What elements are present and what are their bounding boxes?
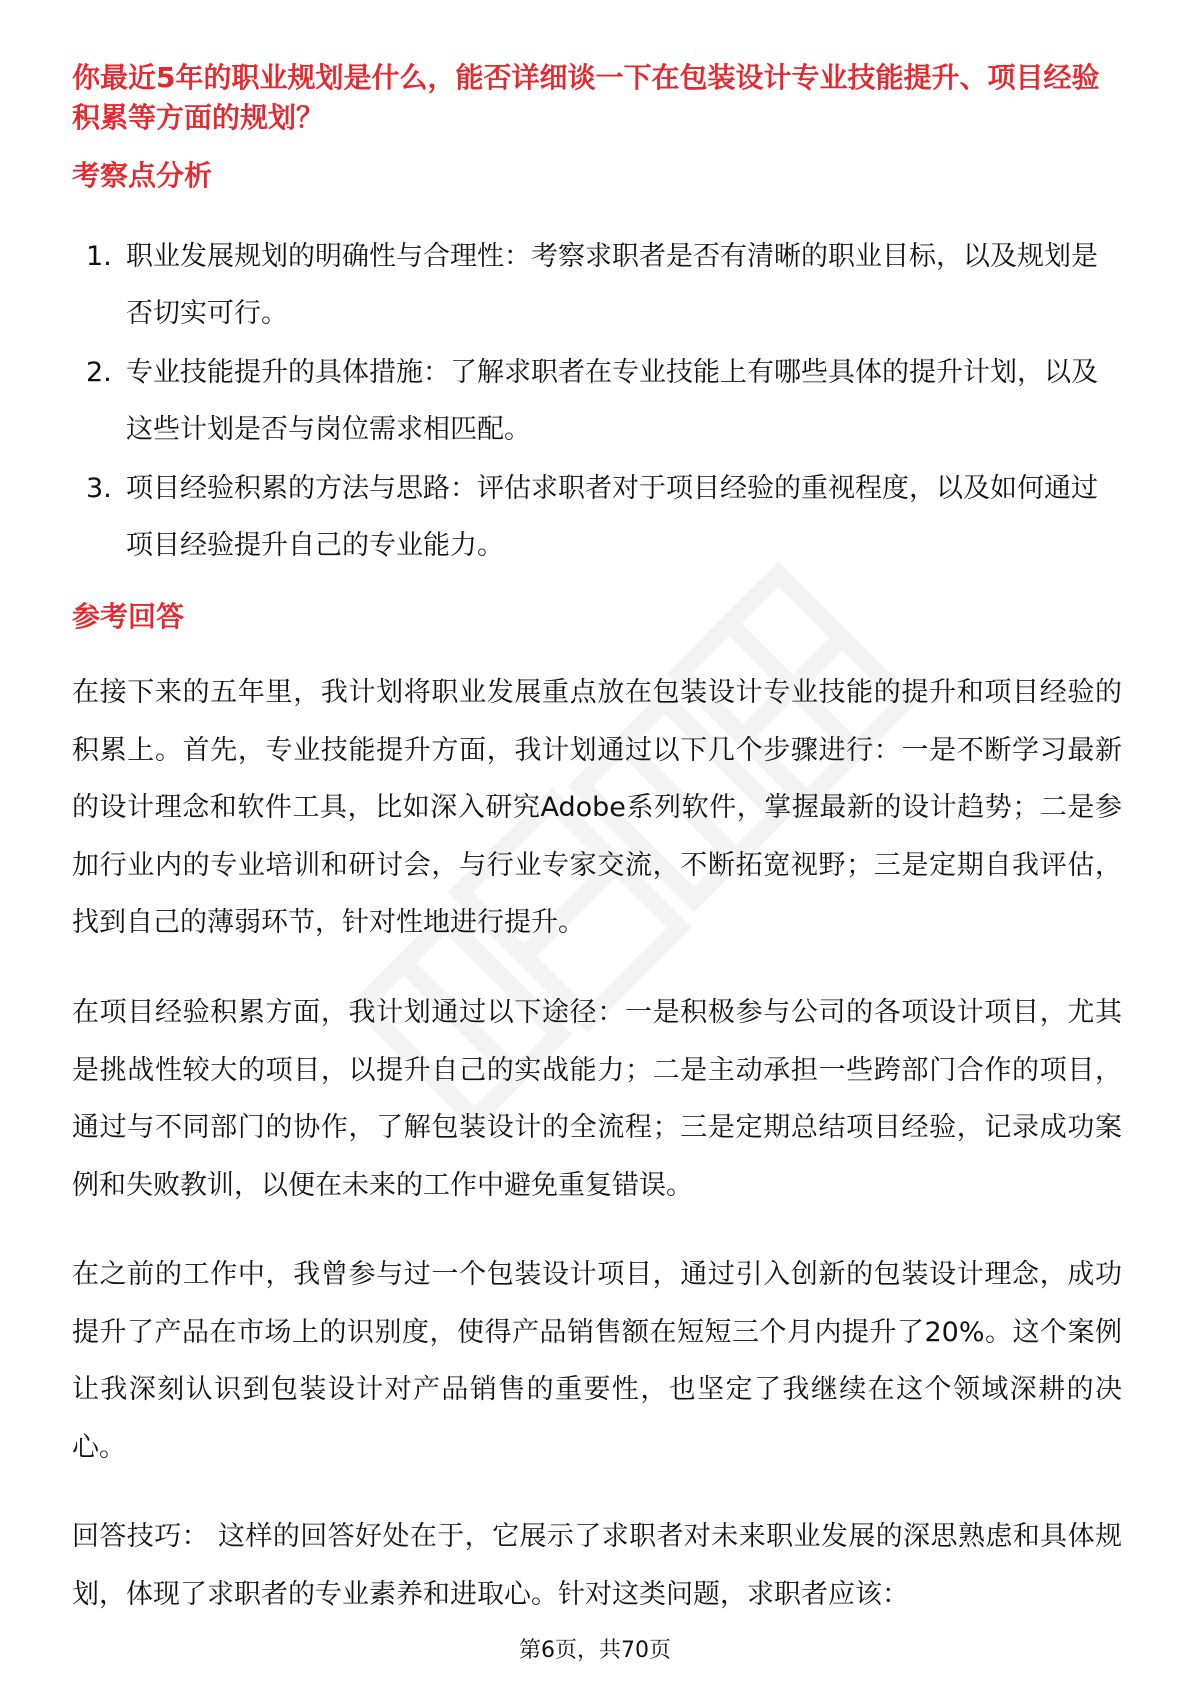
point-text: 项目经验积累的方法与思路：评估求职者对于项目经验的重视程度，以及如何通过项目经验提升自己的专业能力。 bbox=[126, 473, 1098, 561]
answer-paragraph-case: 在之前的工作中，我曾参与过一个包装设计项目，通过引入创新的包装设计理念，成功提升了产品在市场上的识别度，使得产品销售额在短短三个月内提升了20%。这个案例让我深刻认识到包装设计对产品销售的重要性，也坚定了我继续在这个领域深耕的决心。 bbox=[72, 1259, 1122, 1463]
point-number: 1. bbox=[86, 241, 112, 272]
analysis-heading: 考察点分析 bbox=[72, 159, 213, 192]
answer-paragraph-tips: 回答技巧： 这样的回答好处在于，它展示了求职者对未来职业发展的深思熟虑和具体规划，体现了求职者的专业素养和进取心。针对这类问题，求职者应该： bbox=[72, 1521, 1122, 1610]
analysis-point bbox=[72, 460, 1122, 574]
point-number: 2. bbox=[86, 357, 112, 388]
answer-paragraph-projects: 在项目经验积累方面，我计划通过以下途径：一是积极参与公司的各项设计项目，尤其是挑战性较大的项目，以提升自己的实战能力；二是主动承担一些跨部门合作的项目，通过与不同部门的协作，了解包装设计的全流程；三是定期总结项目经验，记录成功案例和失败教训，以便在未来的工作中避免重复错误。 bbox=[72, 997, 1122, 1201]
point-text: 专业技能提升的具体措施：了解求职者在专业技能上有哪些具体的提升计划，以及这些计划是否与岗位需求相匹配。 bbox=[126, 357, 1098, 445]
page-footer: 第6页，共70页 bbox=[519, 1638, 671, 1663]
analysis-points-list bbox=[72, 228, 1122, 576]
answer-heading: 参考回答 bbox=[72, 600, 185, 633]
analysis-point bbox=[72, 344, 1122, 458]
point-text: 职业发展规划的明确性与合理性：考察求职者是否有清晰的职业目标，以及规划是否切实可行。 bbox=[126, 241, 1098, 329]
point-number: 3. bbox=[86, 473, 112, 504]
answer-paragraph-skills: 在接下来的五年里，我计划将职业发展重点放在包装设计专业技能的提升和项目经验的积累上。首先，专业技能提升方面，我计划通过以下几个步骤进行：一是不断学习最新的设计理念和软件工具，比如深入研究Adobe系列软件，掌握最新的设计趋势；二是参加行业内的专业培训和研讨会，与行业专家交流，不断拓宽视野；三是定期自我评估，找到自己的薄弱环节，针对性地进行提升。 bbox=[72, 677, 1122, 938]
question-title: 你最近5年的职业规划是什么，能否详细谈一下在包装设计专业技能提升、项目经验积累等方面的规划？ bbox=[72, 61, 1100, 134]
analysis-point bbox=[72, 228, 1122, 342]
